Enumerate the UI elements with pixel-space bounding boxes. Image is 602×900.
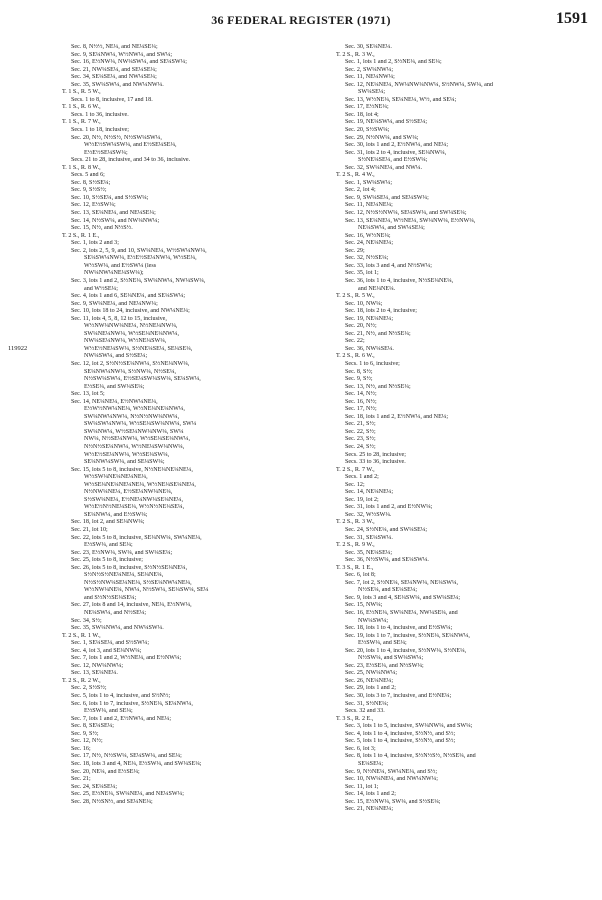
legal-description-line: Sec. 13, SE¼NE¼. xyxy=(71,670,118,677)
legal-description-line: Sec. 15, N½, and N½S½. xyxy=(71,225,133,232)
legal-description-line: Sec. 36, lots 1 to 4, inclusive, N½SE¼NE¼, xyxy=(345,277,454,284)
legal-description-line: NW¼SE¼NW¼, W½NE¼SW¼, xyxy=(84,338,167,345)
legal-description-line: W½NW¼NE¼, NW¼, N½SW¼, SE¼SW¼, SE¼ xyxy=(84,587,209,594)
legal-description-line: Sec. 21, S½; xyxy=(345,421,376,428)
legal-description-line: Sec. 30, lots 3 to 7, inclusive, and E½NE¼; xyxy=(345,693,452,700)
legal-description-line: Sec. 1, lots 2 and 3; xyxy=(71,240,119,247)
legal-description-line: Sec. 18, lots 1 and 2, E½NW¼, and NE¼; xyxy=(345,413,449,420)
legal-description-line: Sec. 19, lot 2; xyxy=(345,496,379,503)
legal-description-line: and S½N½SE¼SE¼; xyxy=(84,594,137,601)
legal-description-line: Sec. 4, lots 1 and 6, SE¼NE¼, and SE¼SW¼; xyxy=(71,293,186,300)
legal-description-line: Sec. 20, S½SW¼; xyxy=(345,127,390,134)
legal-description-line: Sec. 9, N½NE¼, SW¼NE¼, and S½; xyxy=(345,768,438,775)
legal-description-line: Sec. 23, S½; xyxy=(345,436,376,443)
legal-description-line: Sec. 10, lots 18 to 24, inclusive, and NW¼NE¼; xyxy=(71,308,190,315)
legal-description-line: Sec. 15, lots 5 to 8, inclusive, N½NE¼NE¼NE¼, xyxy=(71,466,193,473)
legal-description-line: Sec. 15, E½NW¼, SW¼, and S½SE¼; xyxy=(345,798,441,805)
legal-description-line: Sec. 36, NW¼SE¼. xyxy=(345,345,394,352)
legal-description-line: E½W½NW¼NE¼, W½NE¼NE¼NW¼, xyxy=(84,406,185,413)
legal-description-line: Sec. 21, lot 10; xyxy=(71,527,108,533)
legal-description-line: and NE¼NE¼. xyxy=(358,285,396,292)
legal-description-line: Sec. 26, lots 5 to 8, inclusive, S½N½SE¼NE¼, xyxy=(71,564,188,571)
legal-description-line: Sec. 11, NE¼NW¼; xyxy=(345,74,395,81)
legal-description-line: Secs. 1 to 36, inclusive. xyxy=(71,111,129,118)
legal-description-line: Sec. 25, E½NE¼, SW¼NE¼, and NE¼SW¼; xyxy=(71,791,184,798)
legal-description-line: Sec. 14, NE¼NE¼, E½NW¼NE¼, xyxy=(71,398,158,405)
legal-description-line: Sec. 9, S½; xyxy=(345,376,373,383)
legal-description-line: Sec. 16, W½NE¼; xyxy=(345,232,391,239)
legal-description-line: Sec. 20, N½; xyxy=(345,323,377,330)
legal-description-line: Sec. 9, S½; xyxy=(71,730,99,737)
legal-description-line: Sec. 20, lots 1 to 4, inclusive, S½NW¼, S½NE¼, xyxy=(345,647,467,654)
legal-description-line: Sec. 30, lots 1 and 2, E½NW¼, and NE¼; xyxy=(345,142,449,149)
legal-description-line: Sec. 17, N½; xyxy=(345,406,377,413)
legal-description-line: Sec. 25, lots 5 to 8, inclusive; xyxy=(71,557,143,564)
legal-description-line: Sec. 8, SE¼SE¼; xyxy=(71,723,114,730)
legal-description-line: Sec. 19, lots 1 to 7, inclusive, S½NE¼, SE¼NW¼, xyxy=(345,632,470,639)
legal-description-line: Sec. 12, N½S½NW¼, SE¼SW¼, and SW¼SE¼; xyxy=(345,210,467,217)
legal-description-line: Sec. 20, NE¼, and E½SE¼; xyxy=(71,768,140,775)
legal-description-line: Secs. 5 and 6; xyxy=(71,172,105,179)
left-column xyxy=(62,44,324,806)
legal-description-line: N½S½NW¼SE¼NE¼, S½SE¼NW¼NE¼, xyxy=(84,579,192,586)
legal-description-line: Sec. 14, NE¼NE¼; xyxy=(345,489,394,496)
legal-description-line: Sec. 29; xyxy=(345,247,365,254)
legal-description-line: NE¼SW¼, and SW¼SE¼; xyxy=(358,225,425,232)
legal-description-line: Sec. 10, S½SE¼, and S½SW¼; xyxy=(71,194,149,201)
legal-description-line: Sec. 8, S½; xyxy=(345,368,373,375)
legal-description-line: NE¼SW¼, and N½SE¼; xyxy=(84,610,147,617)
legal-description-line: Sec. 10, NW¼NE¼, and NW¼NW¼; xyxy=(345,776,438,783)
legal-description-line: Sec. 14, N½SW¼, and NW¼NW¼; xyxy=(71,217,160,224)
legal-description-line: Sec. 7, lot 2, S½NE¼, SE¼NW¼, NE¼SW¼, xyxy=(345,579,459,586)
legal-description-line: Secs. 1 to 8, inclusive, 17 and 18. xyxy=(71,96,153,103)
legal-description-line: Sec. 23, E½NW¼, SW¼, and SW¼SE¼; xyxy=(71,549,173,556)
legal-description-line: Sec. 31, lots 1 and 2, and E½NW¼; xyxy=(345,504,433,511)
legal-description-line: W½E½N½NE¼SE¼, W½N½NE¼SE¼, xyxy=(84,504,185,511)
legal-description-line: Sec. 13, N½, and N½SE¼; xyxy=(345,383,411,390)
margin-reference-number: 119922 xyxy=(8,345,28,352)
legal-description-line: Sec. 11, lot 1; xyxy=(345,783,379,790)
legal-description-line: W½NW¼NW¼NE¼, N½NE¼NW¼, xyxy=(84,323,178,330)
township-heading: T. 2 S., R. 5 W., xyxy=(336,293,375,300)
legal-description-line: Sec. 34, SE¼SE¼, and NW¼SE¼; xyxy=(71,74,157,81)
legal-description-line: Sec. 9, lots 3 and 4, SE¼SW¼, and SW¼SE¼; xyxy=(345,594,461,601)
legal-description-line: Sec. 1, SW¼SW¼; xyxy=(345,179,393,186)
legal-description-line: Sec. 5, lots 1 to 4, inclusive, and S½N½; xyxy=(71,693,171,700)
legal-description-line: Sec. 23, E½SE¼, and N½SW¼; xyxy=(345,662,424,669)
legal-description-line: Sec. 22, S½; xyxy=(345,428,376,435)
township-heading: T. 2 S., R. 3 W., xyxy=(336,519,375,526)
legal-description-line: Sec. 2, lot 4; xyxy=(345,187,376,194)
legal-description-line: Sec. 35, SW¼SW¼, and NW¼NW¼. xyxy=(71,81,164,88)
legal-description-line: W½E½SE¼NW¼, W½SE¼SW¼, xyxy=(84,451,170,458)
legal-description-line: Sec. 9, SE¼NW¼, W½NW¼, and SW¼; xyxy=(71,51,173,58)
legal-description-line: Sec. 3, lots 1 to 5, inclusive, SW¼NW¼, and SW¼; xyxy=(345,723,473,730)
legal-description-line: Sec. 35, SW¼NW¼, and NW¼SW¼. xyxy=(71,625,164,632)
legal-description-line: Sec. 19, NE¼SW¼, and S½SE¼; xyxy=(345,119,428,126)
legal-description-line: Sec. 12, E½SW¼; xyxy=(71,202,116,209)
legal-description-line: W½SW¼, and E½SW¼ (less xyxy=(84,262,157,269)
legal-description-line: Sec. 30, SE¼NE¼. xyxy=(345,44,392,50)
legal-description-line: Sec. 21, NE¼NE¼; xyxy=(345,806,394,813)
legal-description-line: W½SE¼NE¼NE¼NE¼, W½NE¼SE¼NE¼, xyxy=(84,481,196,488)
legal-description-line: Sec. 31, SE¼SW¼. xyxy=(345,534,393,541)
township-heading: T. 2 S., R. 1 E., xyxy=(62,232,100,239)
legal-description-line: Sec. 10, NW¼; xyxy=(345,300,383,307)
legal-description-line: Sec. 11, NE¼NE¼; xyxy=(345,202,393,209)
legal-description-line: Sec. 12, NW¼NW¼; xyxy=(71,662,124,669)
legal-description-line: SW¼NE¼NW¼, W½SE¼NE¼NW¼, xyxy=(84,330,180,337)
legal-description-line: Secs. 33 to 36, inclusive. xyxy=(345,459,406,466)
legal-description-line: Sec. 13, lot 5; xyxy=(71,391,105,398)
township-heading: T. 2 S., R. 7 W., xyxy=(336,466,375,473)
legal-description-line: SW¼SE¼; xyxy=(358,89,386,96)
legal-description-line: Sec. 24, SE¼SE¼; xyxy=(71,783,118,790)
legal-description-line: Sec. 24, S½NE¼, and SW¼SE¼; xyxy=(345,527,428,533)
legal-description-line: NW¼NW¼NE¼SW¼); xyxy=(84,270,144,277)
legal-description-line: Sec. 35, NE¼SE¼; xyxy=(345,549,393,556)
legal-description-line: Sec. 13, SE¼NE¼, and NE¼SE¼; xyxy=(71,210,156,217)
legal-description-line: Sec. 3, lots 1 and 2, S½NE¼, SW¼NW¼, NW¼SW¼, xyxy=(71,277,206,284)
legal-description-line: Sec. 12; xyxy=(345,481,365,488)
running-head: 36 FEDERAL REGISTER (1971) xyxy=(211,13,391,27)
legal-description-line: Sec. 19, NE¼NE¼; xyxy=(345,315,394,322)
legal-description-line: S½NE¼SE¼, and E½SW¼; xyxy=(358,157,428,164)
legal-description-line: SE¼SE¼; xyxy=(358,760,384,767)
legal-description-line: SE¼NW¼, and E½SW¼; xyxy=(84,511,148,518)
township-heading: T. 1 S., R. 7 W., xyxy=(62,119,101,126)
legal-description-line: Sec. 12, lot 2, S½N½SE¼NW¼, S½NE¼NW¼, xyxy=(71,360,190,367)
legal-description-line: Sec. 27, lots 8 and 14, inclusive, NE¼, E½NW¼, xyxy=(71,602,192,609)
legal-description-line: Sec. 6, lot 3; xyxy=(345,745,376,752)
township-heading: T. 1 S., R. 5 W., xyxy=(62,89,101,96)
legal-description-line: N½SW¼, and SW¼SW¼; xyxy=(358,655,424,662)
legal-description-line: Sec. 21, NW¼SE¼, and SE¼SE¼; xyxy=(71,66,157,73)
legal-description-line: Sec. 29, N½NW¼, and SW¼; xyxy=(345,134,419,141)
legal-description-line: Sec. 21, N½, and N½SE¼; xyxy=(345,330,411,337)
legal-description-line: Sec. 2, lots 2, 5, 9, and 10, SW¼NE¼, W½SW¼NW¼, xyxy=(71,247,207,254)
legal-description-line: Sec. 34, S½; xyxy=(71,617,102,624)
legal-description-line: Sec. 16, N½; xyxy=(345,398,377,405)
legal-description-line: Sec. 29, lots 1 and 2; xyxy=(345,685,396,692)
legal-description-line: Sec. 18, lots 2 to 4, inclusive; xyxy=(345,308,417,315)
legal-description-line: Sec. 31, S½NE¼; xyxy=(345,700,389,707)
legal-description-line: N½SW¼SW¼, E½SE¼SW¼SW¼, SE¼SW¼, xyxy=(84,376,201,383)
township-heading: T. 2 S., R. 9 W., xyxy=(336,542,375,549)
legal-description-line: Sec. 4, lot 3, and SE¼NW¼; xyxy=(71,647,142,654)
legal-description-line: Sec. 6, lots 1 to 7, inclusive, S½NE¼, SE¼NW¼, xyxy=(71,700,193,707)
legal-description-line: Sec. 35, lot 1; xyxy=(345,270,379,277)
legal-description-line: Sec. 7, lots 1 and 2, E½NW¼, and NE¼; xyxy=(71,715,172,722)
township-heading: T. 3 S., R. 2 E., xyxy=(336,715,374,722)
legal-description-line: Secs. 32 and 33. xyxy=(345,708,385,715)
legal-description-line: Sec. 17, E½NE¼; xyxy=(345,104,389,111)
township-heading: T. 2 S., R. 4 W., xyxy=(336,172,375,179)
legal-description-line: Sec. 32, SW¼NE¼, and NW¼. xyxy=(345,164,423,171)
legal-description-line: N½SE¼, and SE¼SE¼; xyxy=(358,587,418,594)
legal-description-line: E½SW¼, and SE¼; xyxy=(84,708,133,715)
legal-description-line: Secs. 1 and 2; xyxy=(345,474,379,481)
township-heading: T. 2 S., R. 6 W., xyxy=(336,353,375,360)
legal-description-line: Sec. 9, S½S½; xyxy=(71,187,107,194)
legal-description-line: N½NW¼NE¼, E½SE¼NW¼NE¼, xyxy=(84,489,173,496)
legal-description-line: Sec. 8, lots 1 to 4, inclusive, S½N½S½, N½SE¼, and xyxy=(345,753,476,760)
legal-description-line: Sec. 9, SW¼NE¼, and NE¼NW¼; xyxy=(71,300,158,307)
legal-description-line: E½SE¼, and SW¼SE¼; xyxy=(84,383,145,390)
legal-description-line: Sec. 13, W½NE¼, SE¼NE¼, W½, and SE¼; xyxy=(345,96,457,103)
legal-description-line: Sec. 8, S½SE¼; xyxy=(71,179,111,186)
legal-description-line: Sec. 18, lot 2, and SE¼NW¼; xyxy=(71,519,145,526)
legal-description-line: SE¼NW¼SW¼, and SE¼SW¼; xyxy=(84,459,165,466)
legal-description-line: Sec. 5, lots 1 to 4, inclusive, S½N½, and S½; xyxy=(345,738,456,745)
legal-description-line: Sec. 16, E½NE¼, SW¼NE¼, NW¼SE¼, and xyxy=(345,610,458,617)
legal-description-line: Sec. 1, lots 1 and 2, S½NE¼, and SE¼; xyxy=(345,59,442,66)
legal-description-line: Sec. 18, lots 3 and 4, NE¼, E½SW¼, and SW¼SE¼; xyxy=(71,760,202,767)
legal-description-line: Secs. 25 to 28, inclusive; xyxy=(345,451,406,458)
legal-description-line: Sec. 4, lots 1 to 4, inclusive, S½N½, and S½; xyxy=(345,730,456,737)
legal-description-line: W½E½SW¼SW¼, and E½SE¼SE¼, xyxy=(84,142,177,149)
legal-description-line: Sec. 7, lots 1 and 2, W½NE¼, and E½NW¼; xyxy=(71,655,182,662)
legal-description-line: SW¼NW¼, W½SE¼NW¼NW¼, SW¼ xyxy=(84,428,184,435)
legal-description-line: Sec. 1, SE¼SE¼, and S½SW¼; xyxy=(71,640,150,647)
page-header xyxy=(0,10,602,33)
legal-description-line: Sec. 24, S½; xyxy=(345,443,376,450)
legal-description-line: Sec. 33, lots 3 and 4, and N½SW¼; xyxy=(345,262,432,269)
legal-description-line: Sec. 18, lot 4; xyxy=(345,111,379,118)
legal-description-line: Sec. 32, W½SW¼. xyxy=(345,511,392,518)
legal-description-line: Secs. 1 to 18, inclusive; xyxy=(71,127,129,134)
legal-description-line: Secs. 1 to 6, inclusive; xyxy=(345,360,400,367)
legal-description-line: NW¼SW¼, and S½SE¼; xyxy=(84,353,148,360)
legal-description-line: Sec. 16; xyxy=(71,745,91,752)
township-heading: T. 2 S., R. 1 W., xyxy=(62,632,101,639)
township-heading: T. 1 S., R. 8 W., xyxy=(62,164,101,171)
township-heading: T. 1 S., R. 6 W., xyxy=(62,104,101,111)
legal-description-line: Secs. 21 to 28, inclusive, and 34 to 36, inclusive. xyxy=(71,157,191,164)
legal-description-line: and W½SE¼; xyxy=(84,285,118,292)
legal-description-line: Sec. 16, E½NW¼, NW¼SW¼, and SE¼SW¼; xyxy=(71,59,187,66)
legal-description-line: E½SW¼, and SE¼; xyxy=(358,640,407,647)
legal-description-line: SW¼SW¼NW¼, W½SE¼SW¼NW¼, SW¼ xyxy=(84,421,197,428)
legal-description-line: Sec. 25, NW¼NW¼; xyxy=(345,670,398,677)
legal-description-line: SW¼NW¼NW¼, N½N½NW¼NW¼, xyxy=(84,413,180,420)
legal-description-line: Sec. 6, lot 8; xyxy=(345,572,376,579)
legal-description-line: Sec. 8, N½½, NE¼, and NE¼SE¼; xyxy=(71,44,158,50)
legal-description-line: Sec. 2, S½S½; xyxy=(71,685,107,692)
legal-description-line: W½E½NE¼SW¼, S½NE¼SE¼, SE¼SE¼, xyxy=(84,345,193,352)
legal-description-line: Sec. 21; xyxy=(71,776,91,783)
legal-description-line: Sec. 20, N½, N½S½, N½SW¼SW¼, xyxy=(71,134,162,141)
legal-description-line: Sec. 22; xyxy=(345,338,365,345)
legal-description-line: E½SW¼, and SE¼; xyxy=(84,542,133,549)
legal-description-line: W½SW¼NE¼NE¼NE¼, xyxy=(84,474,148,481)
right-column xyxy=(336,44,586,814)
township-heading: T. 2 S., R. 3 W., xyxy=(336,51,375,58)
legal-description-line: Sec. 17, N½, N½SW¼, SE¼SW¼, and SE¼; xyxy=(71,753,182,760)
legal-description-line: Sec. 2, SW¼NW¼; xyxy=(345,66,394,73)
legal-description-line: Sec. 14, lots 1 and 2; xyxy=(345,791,396,798)
township-heading: T. 3 S., R. 1 E., xyxy=(336,564,374,571)
legal-description-line: Sec. 22, lots 5 to 8, inclusive, SE¼NW¼, SW¼NE¼, xyxy=(71,534,202,541)
legal-description-line: Sec. 36, N½SW¼, and SE¼SW¼. xyxy=(345,557,429,564)
legal-description-line: Sec. 28, N½SN½, and SE¼NE¼; xyxy=(71,798,153,805)
legal-description-line: NW¼SW¼; xyxy=(358,617,389,624)
legal-description-line: Sec. 24, NE¼NE¼; xyxy=(345,240,394,247)
legal-description-line: Sec. 15, NW¼; xyxy=(345,602,383,609)
legal-description-line: Sec. 12, N½; xyxy=(71,738,103,745)
legal-description-line: Sec. 31, lots 2 to 4, inclusive, SE¼NW¼, xyxy=(345,149,447,156)
legal-description-line: Sec. 18, lots 1 to 4, inclusive, and E½SW¼; xyxy=(345,625,453,632)
legal-description-line: S½SW¼NE¼, E½NE¼NW¼SE¼NE¼, xyxy=(84,496,184,503)
legal-description-line: S½N½S½NE¼NE¼, SE¼NE¼, xyxy=(84,572,164,579)
legal-description-line: Sec. 9, SW¼SE¼, and SE¼SW¼; xyxy=(345,194,429,201)
legal-description-line: Sec. 13, SE¼NE¼, W½NE¼, SW¼NW¼, E½NW¼, xyxy=(345,217,476,224)
legal-description-line: N½N½SE¼NW¼, W½NE¼SW¼NW¼, xyxy=(84,443,185,450)
page-number: 1591 xyxy=(556,10,588,27)
legal-description-line: SE¼SW¼NW¼, E½E½SE¼NW¼, W½SE¼, xyxy=(84,255,197,262)
township-heading: T. 2 S., R. 2 W., xyxy=(62,677,101,684)
legal-description-line: SE¼NW¼NW¼, S½NW¼, N½SE¼, xyxy=(84,368,177,375)
legal-description-line: Sec. 11, lots 4, 5, 8, 12 to 15, inclusive, xyxy=(71,315,167,322)
legal-description-line: Sec. 14, N½; xyxy=(345,391,377,398)
legal-description-line: Sec. 12, NE¼NE¼, NW¼NW¼NW¼, S½NW¼, SW¼, and xyxy=(345,81,493,88)
legal-description-line: NW¼, N½SE¼NW¼, W½SE¼SE¼NW¼, xyxy=(84,436,191,443)
legal-description-line: Sec. 32, N½SE¼; xyxy=(345,255,389,262)
legal-description-line: E½E½SE¼SW¼; xyxy=(84,149,128,156)
legal-description-line: Sec. 26, NE¼NE¼; xyxy=(345,677,394,684)
